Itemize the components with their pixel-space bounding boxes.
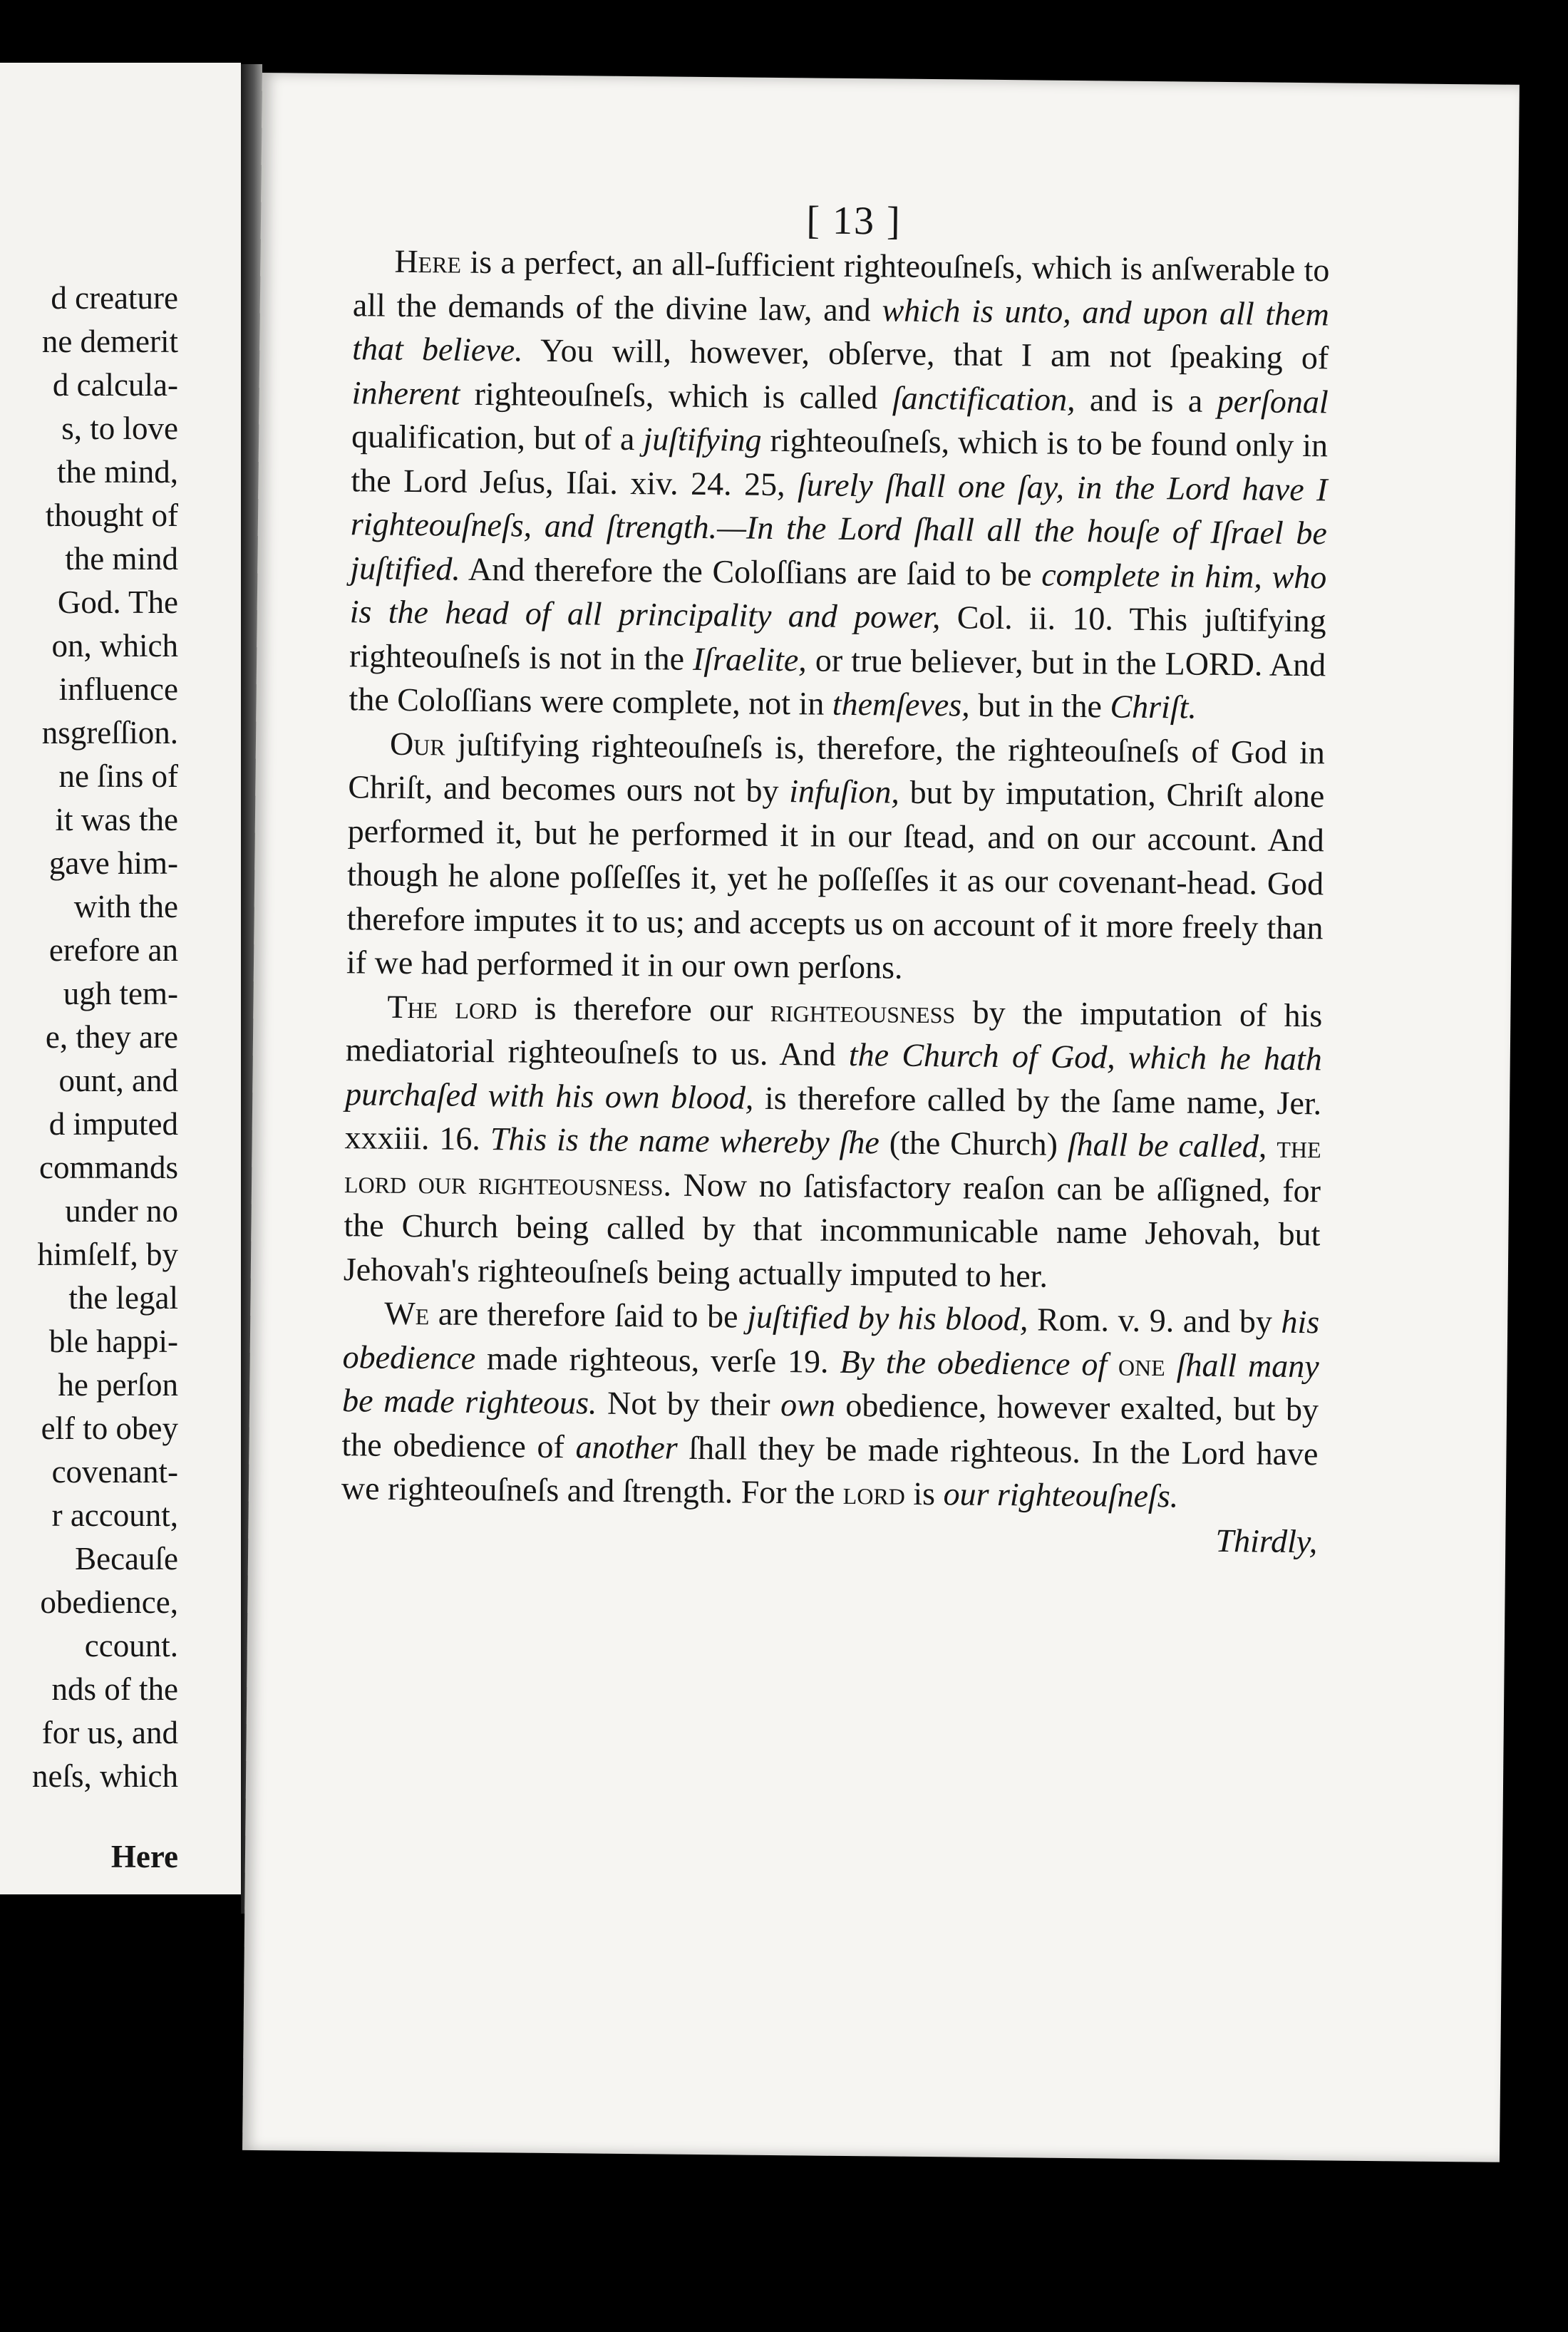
- italic-text: Chriſt.: [1110, 688, 1197, 726]
- italic-text: juſtified by his blood,: [746, 1298, 1028, 1338]
- paragraph: [344, 984, 1323, 1301]
- left-page-line: ccount.: [84, 1628, 178, 1663]
- left-page-line: obedience,: [40, 1584, 178, 1620]
- left-page-line: ount, and: [58, 1063, 178, 1098]
- left-page-line: r account,: [51, 1497, 178, 1533]
- italic-text: complete in him, who is the head of all principality and power,: [349, 556, 1327, 636]
- left-page-line: e, they are: [45, 1019, 178, 1055]
- text-run: but in the: [969, 686, 1110, 725]
- text-run: Col. ii. 10. This juſtifying righteouſneſs is not in the: [349, 599, 1326, 677]
- page-number: [ 13 ]: [806, 198, 902, 244]
- text-run: is: [904, 1475, 944, 1512]
- italic-text: By the obedience of: [840, 1343, 1108, 1382]
- text-run: ſhall they be made righteous. In the Lord have we righteouſneſs and ſtrength. For the: [341, 1429, 1319, 1511]
- left-page-line: thought of: [45, 497, 178, 533]
- small-caps-text: one: [1118, 1346, 1166, 1383]
- italic-text: another: [575, 1428, 678, 1466]
- left-page-line: ne ſins of: [58, 758, 178, 794]
- italic-text: themſeves,: [832, 685, 970, 723]
- left-page-line: gave him-: [48, 845, 178, 881]
- paragraph: [346, 721, 1325, 994]
- small-caps-text: The lord: [387, 988, 517, 1026]
- italic-text: the Church of God, which he hath purchaſed with his own blood,: [345, 1036, 1323, 1116]
- left-page-line: the mind: [65, 541, 178, 577]
- small-caps-text: We: [384, 1294, 430, 1332]
- left-page-line: d calcula-: [52, 367, 178, 403]
- paragraph: [349, 239, 1329, 731]
- italic-text: This is the name whereby ſhe: [490, 1120, 880, 1161]
- left-page-line: himſelf, by: [37, 1237, 178, 1272]
- text-run: [1165, 1346, 1177, 1383]
- left-page-text: [0, 277, 178, 1879]
- left-page-line: d creature: [51, 280, 178, 316]
- italic-text: juſtifying: [643, 421, 762, 458]
- left-page-line: s, to love: [61, 411, 178, 446]
- text-run: (the Church): [879, 1124, 1068, 1162]
- small-caps-text: the lord our righteousness.: [344, 1128, 1321, 1203]
- left-page-line: it was the: [55, 802, 178, 837]
- left-page-line: erefore an: [48, 932, 178, 968]
- italic-text: ſurely ſhall one ſay, in the Lord have I righteouſneſs, and ſtrength.—In the Lord ſhall all the houſe of Iſrael be juſtified.: [350, 465, 1328, 587]
- left-page-line: under no: [65, 1193, 178, 1229]
- left-page-line: ble happi-: [48, 1324, 178, 1359]
- right-page: [242, 73, 1520, 2162]
- italic-text: inherent: [351, 373, 460, 412]
- text-run: You will, however, obſerve, that I am not ſpeaking of: [522, 331, 1329, 376]
- left-page-line: with the: [73, 889, 178, 924]
- italic-text: our righteouſneſs.: [943, 1475, 1179, 1515]
- left-page-line: nds of the: [51, 1671, 178, 1707]
- italic-text: perſonal: [1217, 382, 1329, 420]
- italic-text: ſhall be called,: [1067, 1125, 1267, 1165]
- text-run: And therefore the Coloſſians are ſaid to be: [460, 550, 1042, 593]
- text-run: Now no ſatisfactory reaſon can be aſſigned, for the Church being called by that incommunicable name Jehovah, but Jehovah's righteouſneſs being actually imputed to her.: [343, 1166, 1321, 1294]
- small-caps-text: righteousness: [770, 991, 956, 1030]
- text-run: by the imputation of his mediatorial righteouſneſs to us. And: [345, 993, 1323, 1073]
- text-run: is therefore our: [517, 989, 771, 1028]
- catchword: Thirdly,: [1215, 1522, 1318, 1559]
- left-page-line: for us, and: [41, 1715, 178, 1750]
- left-page-line: God. The: [57, 584, 178, 620]
- italic-text: which is unto, and upon all them that believe.: [352, 291, 1330, 368]
- italic-text: ſanctification,: [892, 379, 1076, 418]
- text-run: qualification, but of a: [351, 418, 644, 458]
- left-page-line: elf to obey: [41, 1410, 178, 1446]
- left-page-line: commands: [39, 1150, 178, 1185]
- left-page-catchword: Here: [110, 1839, 178, 1874]
- text-run: [1267, 1128, 1276, 1165]
- italic-text: infuſion,: [789, 773, 900, 810]
- small-caps-text: Here: [394, 242, 462, 280]
- text-run: Rom. v. 9. and by: [1028, 1301, 1281, 1340]
- left-page-line: he perſon: [58, 1367, 178, 1403]
- text-run: is a perfect, an all-ſufficient righteouſneſs, which is anſwerable to all the demands of the divine law, and: [352, 243, 1330, 328]
- left-page-line: d imputed: [48, 1106, 178, 1142]
- left-page-line: the legal: [68, 1280, 178, 1316]
- text-run: and is a: [1075, 381, 1218, 419]
- italic-text: own: [780, 1386, 836, 1423]
- left-page-line: ne demerit: [41, 324, 178, 359]
- italic-text: his obedience: [342, 1303, 1320, 1376]
- left-page-line: neſs, which: [32, 1758, 178, 1794]
- text-run: are therefore ſaid to be: [429, 1295, 748, 1335]
- text-run: [1107, 1346, 1118, 1382]
- italic-text: Iſraelite,: [692, 640, 808, 678]
- left-page-line: the mind,: [57, 454, 178, 490]
- left-page-line: ugh tem-: [63, 976, 178, 1011]
- text-run: is therefore called by the ſame name, Jer. xxxiii. 16.: [344, 1079, 1322, 1157]
- left-page: [0, 63, 241, 1894]
- text-run: juſtifying righteouſneſs is, therefore, the righteouſneſs of God in Chriſt, and becomes ours not by: [348, 726, 1326, 810]
- small-caps-text: Our: [389, 725, 445, 763]
- text-run: obedience, however exalted, but by the obedience of: [341, 1386, 1319, 1465]
- left-page-line: Becauſe: [75, 1541, 178, 1577]
- text-run: but by imputation, Chriſt alone performed it, but he performed it in our ſtead, and on our account. And though he alone poſſeſſes it, yet he poſſeſſes it as our covenant-head. God therefore imputes it to us; and accepts us on account of it more freely than if we had performed it in our own perſons.: [346, 773, 1325, 986]
- paragraph: [341, 1291, 1320, 1520]
- left-page-line: nsgreſſion.: [41, 715, 178, 750]
- text-run: righteouſneſs, which is called: [460, 375, 893, 416]
- text-run: Not by their: [597, 1384, 781, 1423]
- left-page-line: on, which: [51, 628, 178, 664]
- small-caps-text: lord: [842, 1474, 906, 1512]
- text-run: or true believer, but in the LORD. And the Coloſſians were complete, not in: [349, 641, 1326, 722]
- left-page-line: covenant-: [51, 1454, 178, 1490]
- italic-text: ſhall many be made righteous.: [341, 1346, 1319, 1421]
- body-text: [341, 239, 1330, 1563]
- text-run: righteouſneſs, which is to be found only in the Lord Jeſus, Iſai. xiv. 24. 25,: [351, 421, 1329, 502]
- text-run: made righteous, verſe 19.: [475, 1339, 840, 1380]
- left-page-line: influence: [58, 671, 178, 707]
